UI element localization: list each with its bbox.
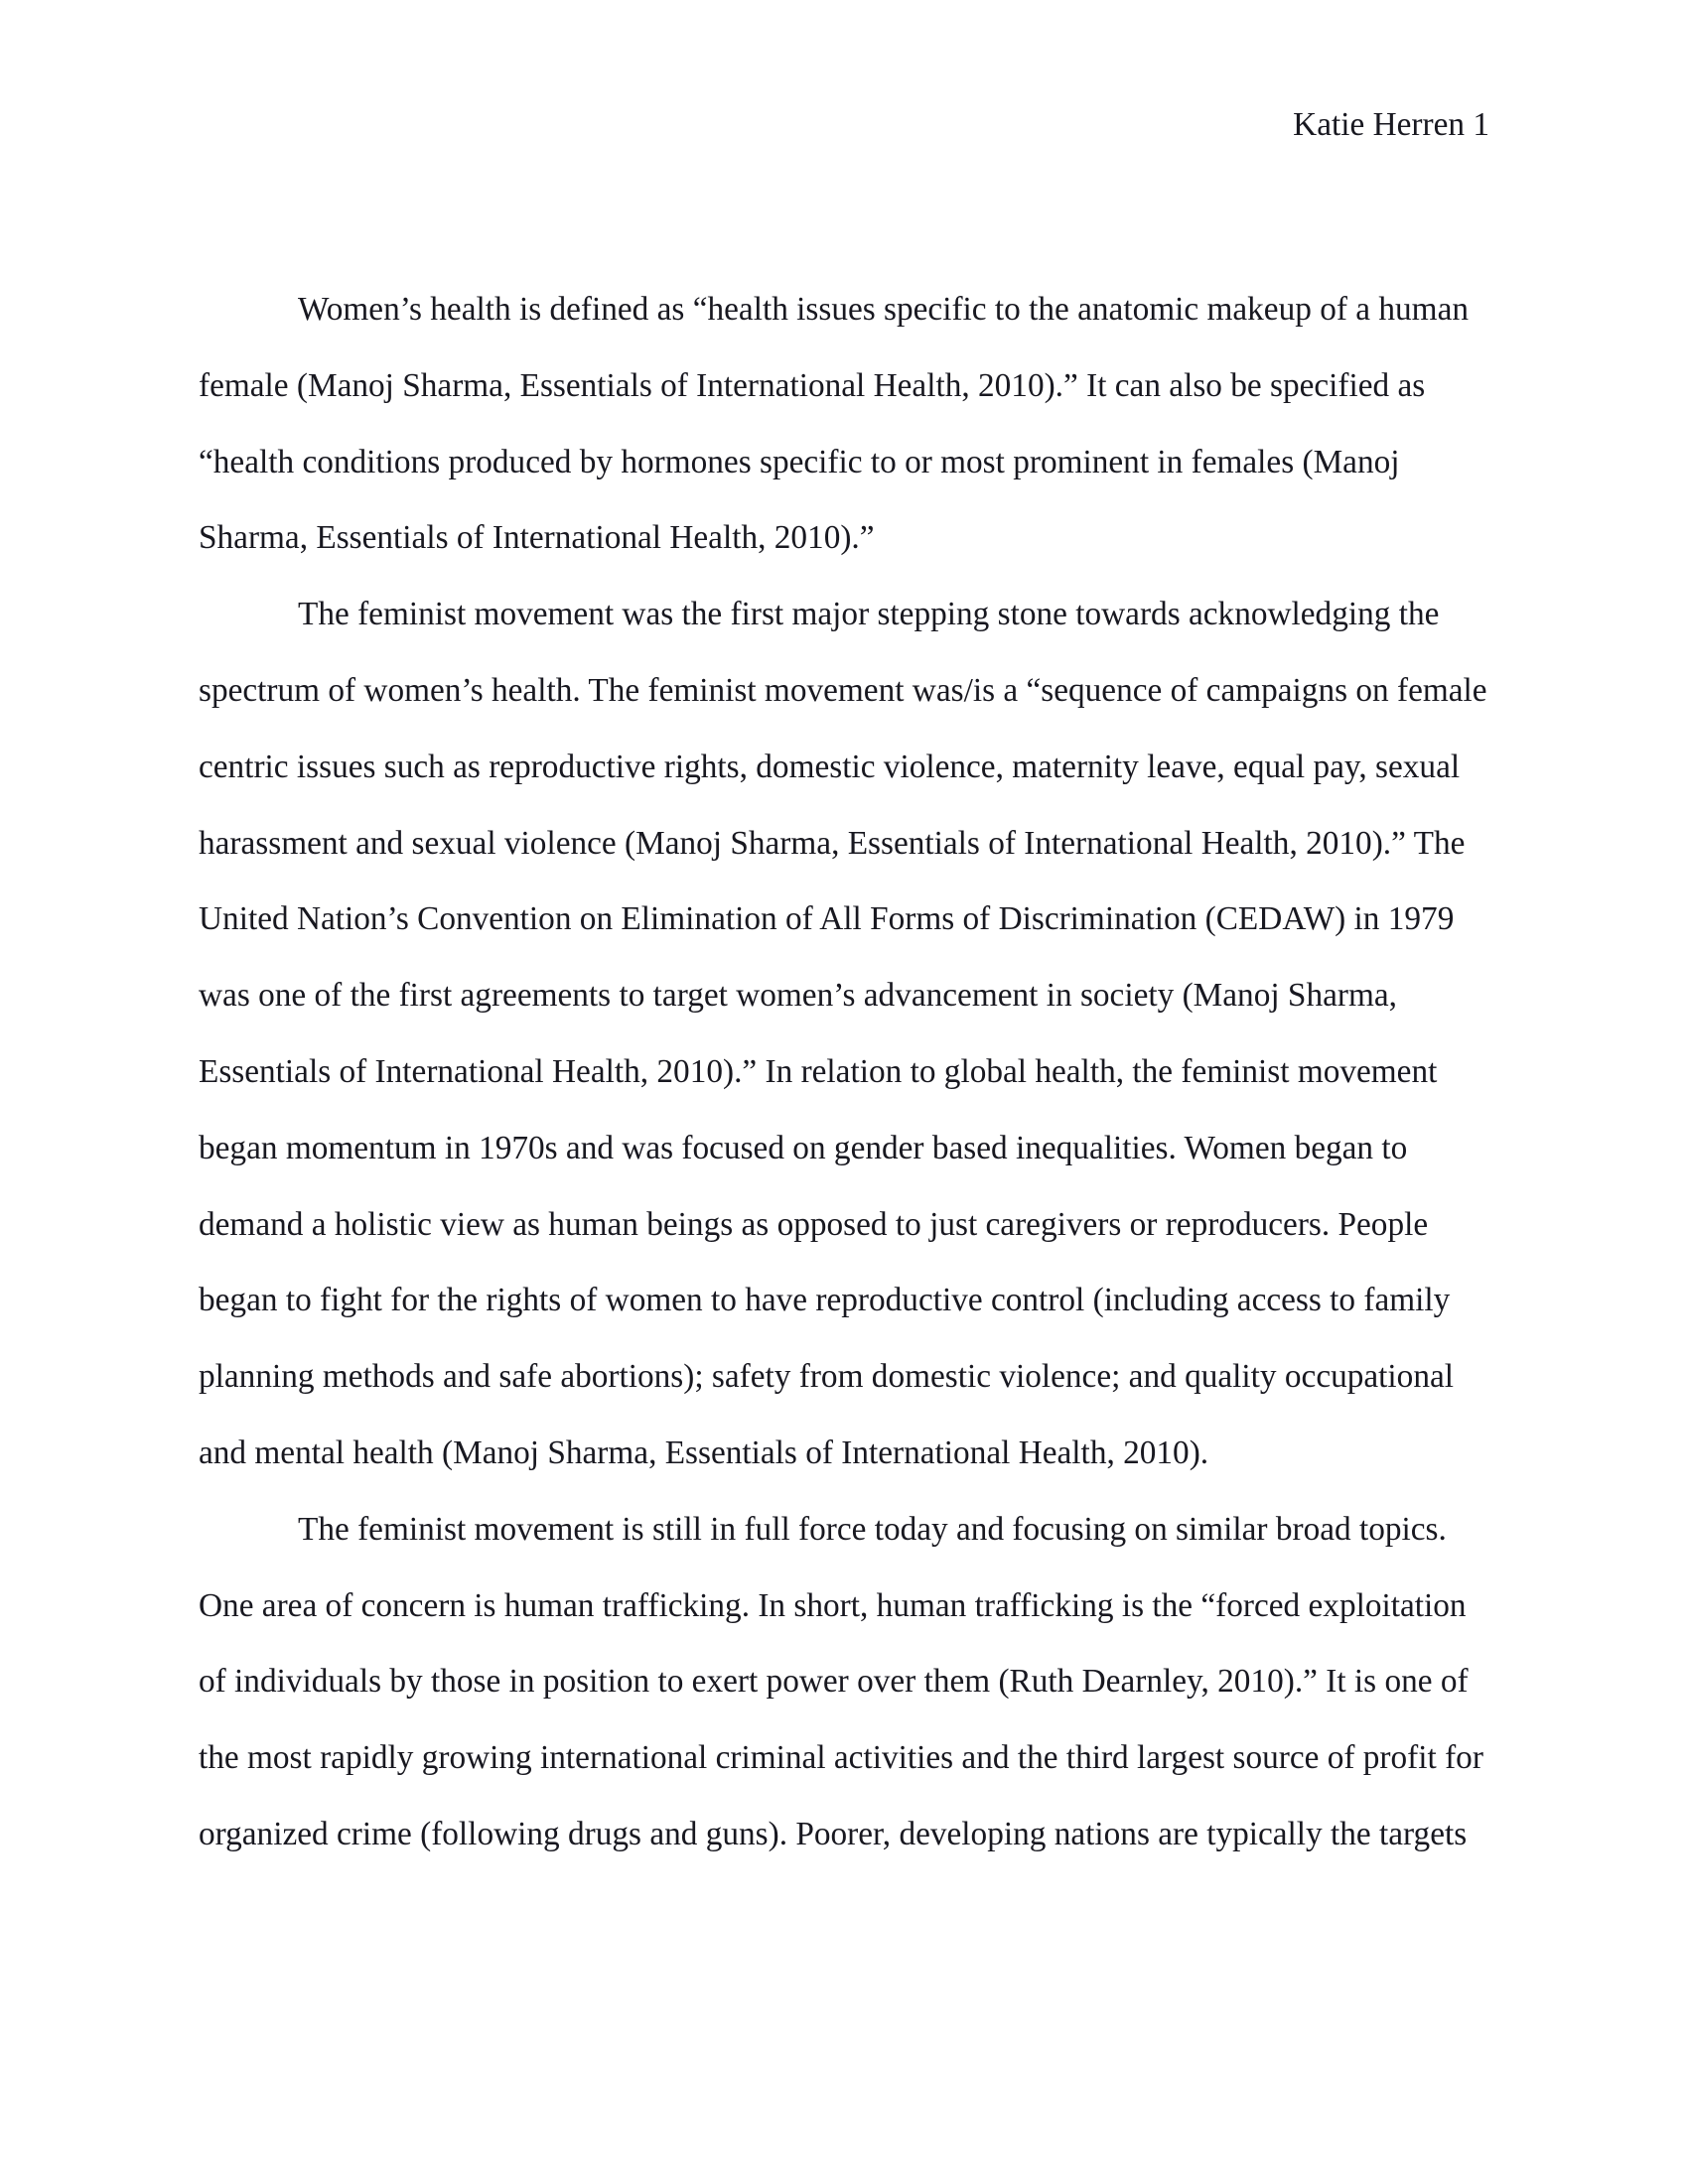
header-author-page-number: Katie Herren 1 <box>1293 106 1489 143</box>
document-body <box>199 272 1491 1873</box>
paragraph-womens-health-definition: Women’s health is defined as “health issues specific to the anatomic makeup of a human female (Manoj Sharma, Essentials of International Health, 2010).” It can also be specified as “health conditions produced by hormones specific to or most prominent in females (Manoj Sharma, Essentials of International Health, 2010).” <box>199 291 1469 557</box>
page-header <box>1293 105 1489 145</box>
paragraph-human-trafficking: The feminist movement is still in full force today and focusing on similar broad topics. One area of concern is human trafficking. In short, human trafficking is the “forced exploitation of individuals by those in position to exert power over them (Ruth Dearnley, 2010).” It is one of the most rapidly growing international criminal activities and the third largest source of profit for organized crime (following drugs and guns). Poorer, developing nations are typically the targets <box>199 1510 1483 1852</box>
paragraph-feminist-movement-history: The feminist movement was the first major stepping stone towards acknowledging the spectrum of women’s health. The feminist movement was/is a “sequence of campaigns on female centric issues such as reproductive rights, domestic violence, maternity leave, equal pay, sexual harassment and sexual violence (Manoj Sharma, Essentials of International Health, 2010).” The United Nation’s Convention on Elimination of All Forms of Discrimination (CEDAW) in 1979 was one of the first agreements to target women’s advancement in society (Manoj Sharma, Essentials of International Health, 2010).” In relation to global health, the feminist movement began momentum in 1970s and was focused on gender based inequalities. Women began to demand a holistic view as human beings as opposed to just caregivers or reproducers. People began to fight for the rights of women to have reproductive control (including access to family planning methods and safe abortions); safety from domestic violence; and quality occupational and mental health (Manoj Sharma, Essentials of International Health, 2010). <box>199 596 1487 1471</box>
